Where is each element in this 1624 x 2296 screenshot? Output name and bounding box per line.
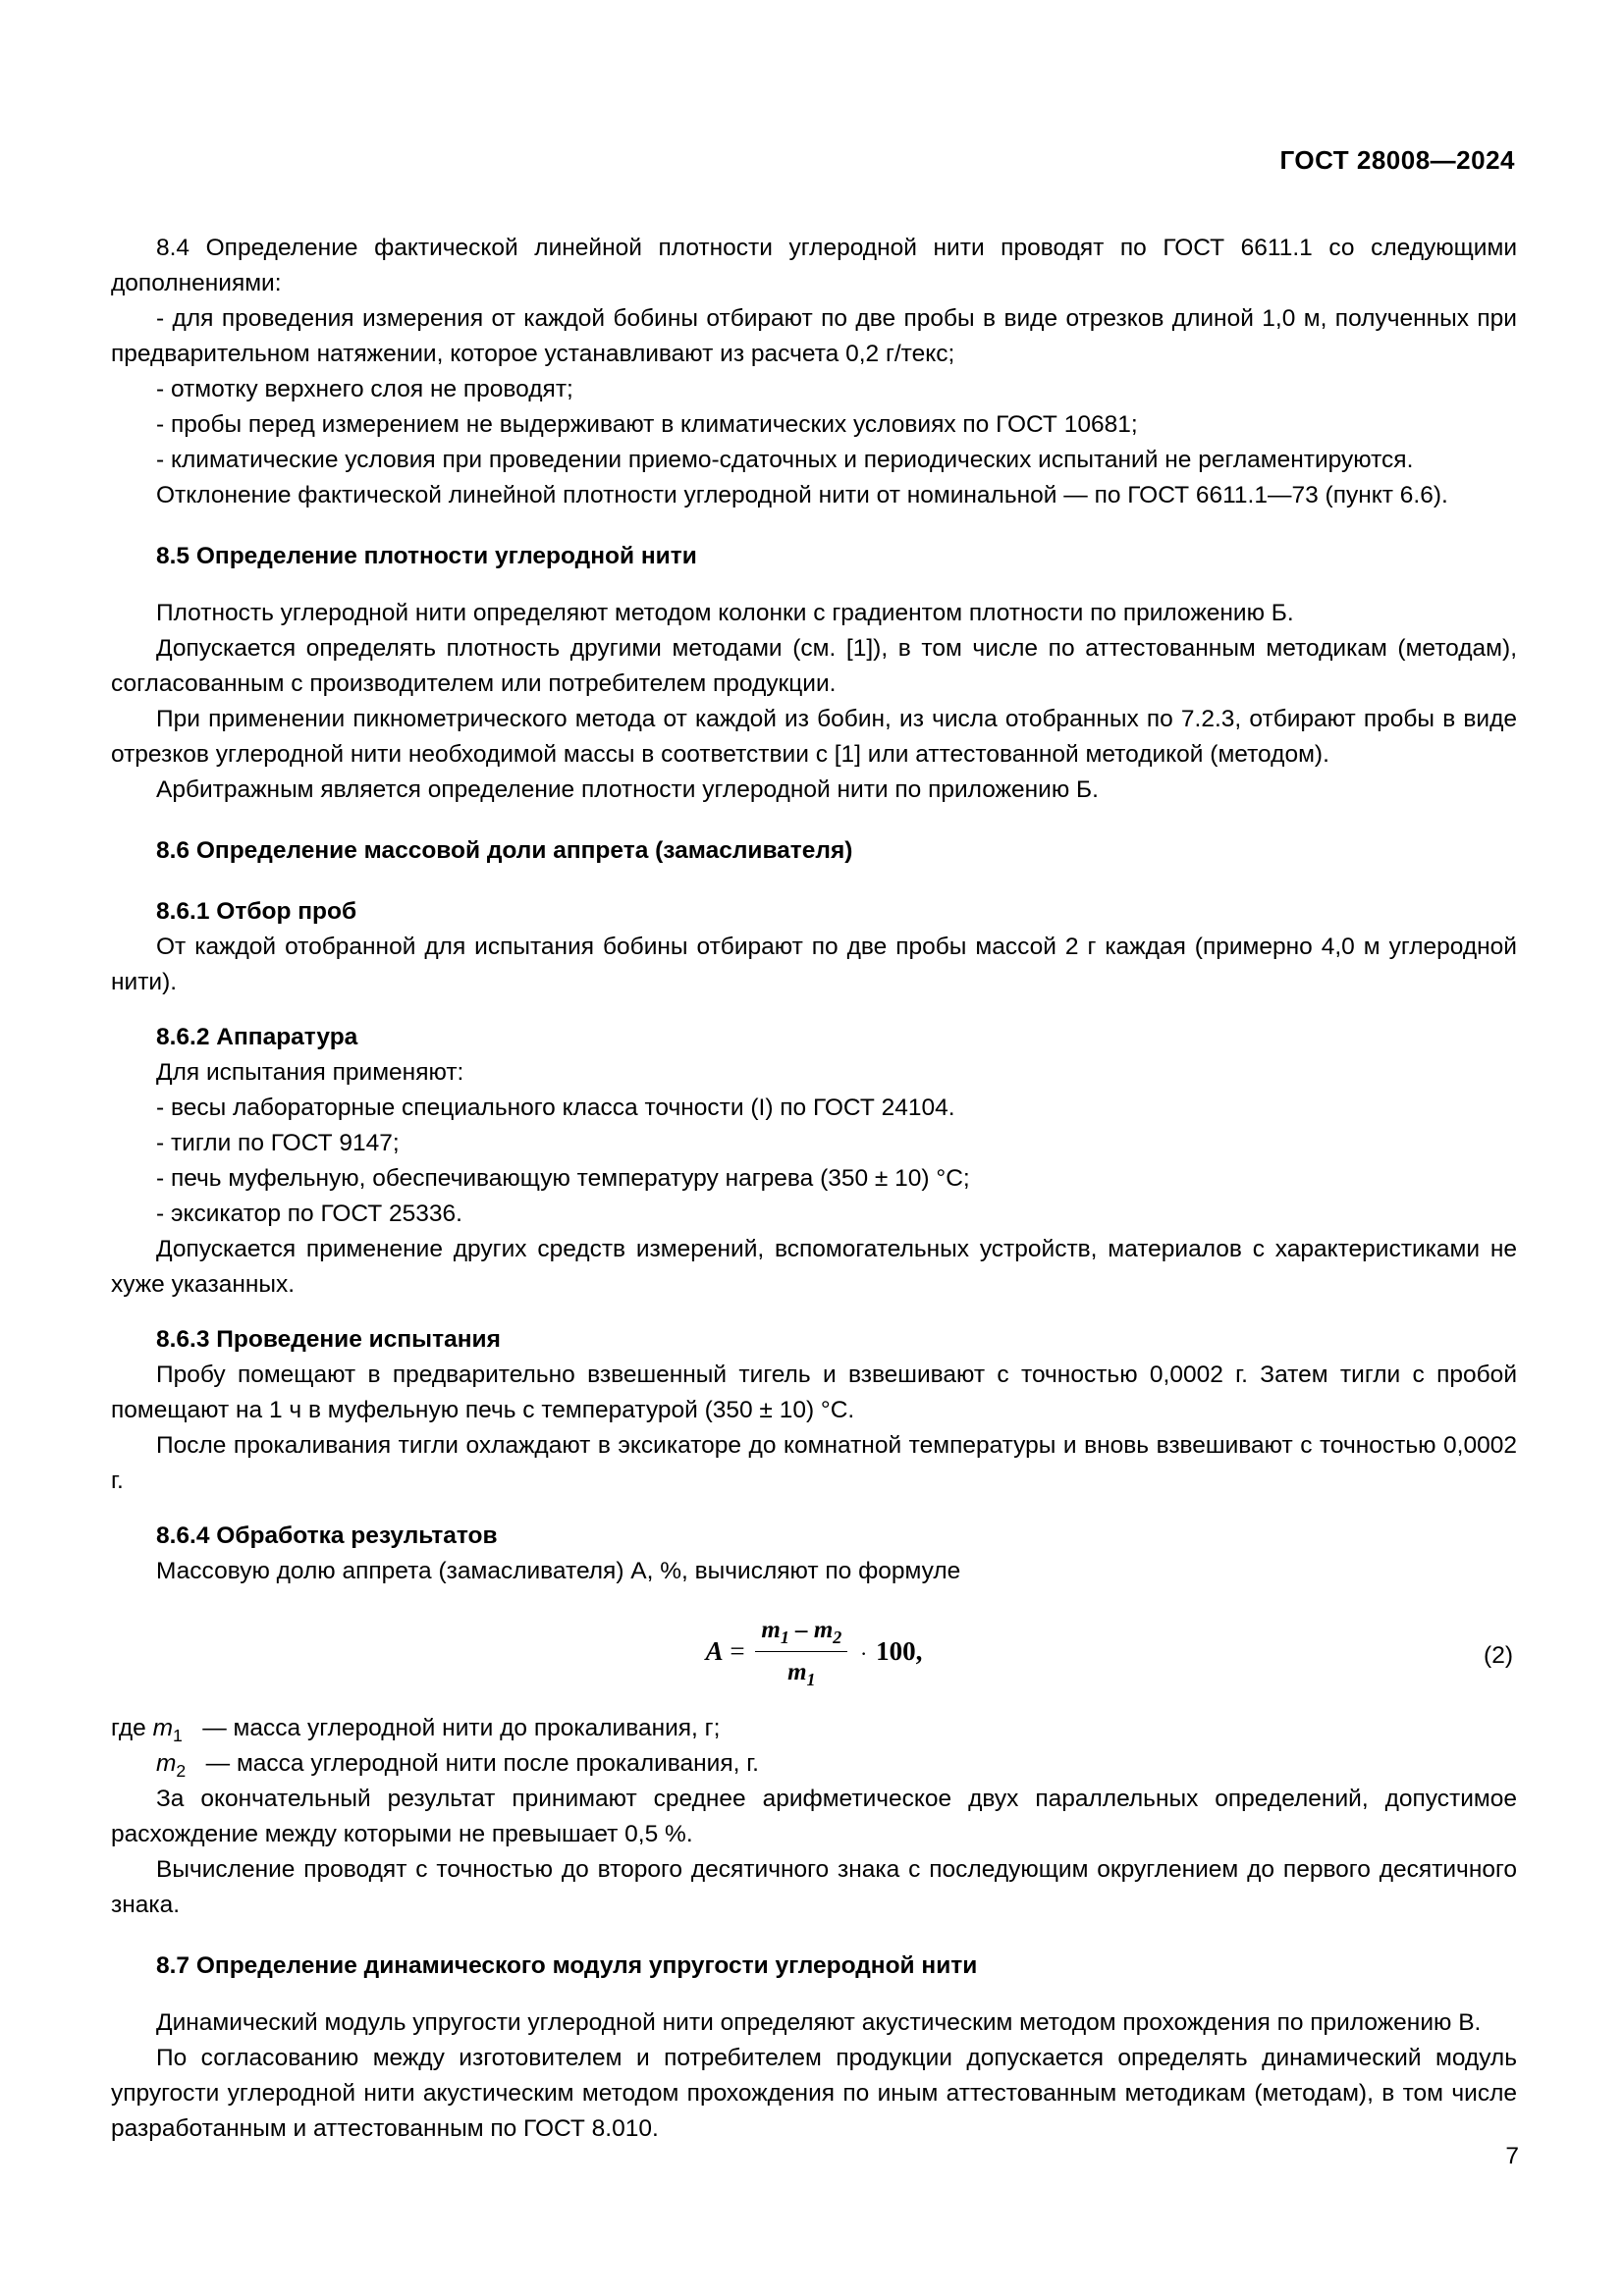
paragraph-8-6-2-intro: Для испытания применяют: xyxy=(156,1059,464,1086)
legend-variable-m1: m xyxy=(152,1715,173,1741)
paragraph-8-5-3: При применении пикнометрического метода от каждой из бобин, из числа отобранных по 7.2.3, отбирают пробы в виде отрезков углеродной нити необходимой массы в соответствии с [1] или аттестованной методикой (методом). xyxy=(111,706,1517,768)
heading-8-6-4: 8.6.4 Обработка результатов xyxy=(156,1522,498,1549)
formula-multiplication-dot: · xyxy=(860,1640,868,1666)
paragraph-8-6-3-1: Пробу помещают в предварительно взвешенный тигель и взвешивают с точностью 0,0002 г. Затем тигли с пробой помещают на 1 ч в муфельную печь с температурой (350 ± 10) °С. xyxy=(111,1362,1517,1423)
paragraph-8-4-intro: 8.4 Определение фактической линейной плотности углеродной нити проводят по ГОСТ 6611.1 со следующими дополнениями: xyxy=(111,235,1517,296)
formula-lhs: A xyxy=(705,1635,724,1666)
bullet-8-6-2-2: - тигли по ГОСТ 9147; xyxy=(156,1130,400,1156)
bullet-8-6-2-1: - весы лабораторные специального класса точности (I) по ГОСТ 24104. xyxy=(156,1095,955,1121)
legend-prefix: где xyxy=(111,1715,146,1741)
heading-8-6: 8.6 Определение массовой доли аппрета (замасливателя) xyxy=(156,837,853,864)
formula-legend-m2: $m_2$ — масса углеродной нити после прокаливания, г. xyxy=(156,1750,759,1781)
paragraph-8-6-3-2: После прокаливания тигли охлаждают в эксикаторе до комнатной температуры и вновь взвешивают с точностью 0,0002 г. xyxy=(111,1432,1517,1494)
paragraph-8-5-4: Арбитражным является определение плотности углеродной нити по приложению Б. xyxy=(156,776,1099,803)
legend-variable-m2: m xyxy=(156,1750,177,1777)
formula-number: (2) xyxy=(1484,1642,1513,1669)
paragraph-8-4-deviation: Отклонение фактической линейной плотности углеродной нити от номинальной — по ГОСТ 6611.1—73 (пункт 6.6). xyxy=(156,482,1448,508)
paragraph-8-6-4-intro: Массовую долю аппрета (замасливателя) A, %, вычисляют по формуле xyxy=(156,1558,961,1584)
heading-8-7: 8.7 Определение динамического модуля упругости углеродной нити xyxy=(156,1952,978,1979)
page-content xyxy=(111,0,1517,2147)
formula-multiplier: 100, xyxy=(876,1635,923,1666)
bullet-8-6-2-3: - печь муфельную, обеспечивающую температуру нагрева (350 ± 10) °С; xyxy=(156,1165,970,1192)
paragraph-8-7-1: Динамический модуль упругости углеродной нити определяют акустическим методом прохождения по приложению В. xyxy=(156,2009,1482,2036)
bullet-8-4-4: - климатические условия при проведении приемо-сдаточных и периодических испытаний не регламентируются. xyxy=(156,447,1414,473)
formula-numerator: $m_1 - m_2$ xyxy=(755,1613,847,1652)
paragraph-8-6-4-result: За окончательный результат принимают среднее арифметическое двух параллельных определений, допустимое расхождение между которыми не превышает 0,5 %. xyxy=(111,1786,1517,1847)
paragraph-8-5-2: Допускается определять плотность другими методами (см. [1]), в том числе по аттестованным методикам (методам), согласованным с производителем или потребителем продукции. xyxy=(111,635,1517,697)
paragraph-8-6-4-rounding: Вычисление проводят с точностью до второго десятичного знака с последующим округлением до первого десятичного знака. xyxy=(111,1856,1517,1918)
heading-8-6-1: 8.6.1 Отбор проб xyxy=(156,898,357,925)
bullet-8-4-2: - отмотку верхнего слоя не проводят; xyxy=(156,376,573,402)
formula-legend-m1: где $m_1$ — масса углеродной нити до прокаливания, г; xyxy=(111,1715,721,1745)
document-body xyxy=(111,231,1517,2147)
legend-text-m2: — масса углеродной нити после прокаливания, г. xyxy=(205,1750,759,1777)
heading-8-5: 8.5 Определение плотности углеродной нити xyxy=(156,543,697,569)
page-number: 7 xyxy=(1505,2143,1519,2169)
bullet-8-4-1: - для проведения измерения от каждой бобины отбирают по две пробы в виде отрезков длиной 1,0 м, полученных при предварительном натяжении, которое устанавливают из расчета 0,2 г/текс; xyxy=(111,305,1517,367)
paragraph-8-6-1-1: От каждой отобранной для испытания бобины отбирают по две пробы массой 2 г каждая (примерно 4,0 м углеродной нити). xyxy=(111,934,1517,995)
formula-fraction xyxy=(755,1613,847,1691)
heading-8-6-3: 8.6.3 Проведение испытания xyxy=(156,1326,501,1353)
paragraph-8-6-2-note: Допускается применение других средств измерений, вспомогательных устройств, материалов с характеристиками не хуже указанных. xyxy=(111,1236,1517,1298)
bullet-8-6-2-4: - эксикатор по ГОСТ 25336. xyxy=(156,1201,462,1227)
paragraph-8-5-1: Плотность углеродной нити определяют методом колонки с градиентом плотности по приложению Б. xyxy=(156,600,1294,626)
bullet-8-4-3: - пробы перед измерением не выдерживают в климатических условиях по ГОСТ 10681; xyxy=(156,411,1138,438)
formula-block-2 xyxy=(111,1615,1517,1691)
formula-denominator: $m_1$ xyxy=(787,1658,816,1689)
formula-mass-fraction xyxy=(111,1615,1517,1693)
legend-text-m1: — масса углеродной нити до прокаливания, г; xyxy=(202,1715,721,1741)
page-header-standard-number: ГОСТ 28008—2024 xyxy=(1279,145,1515,175)
formula-equals: = xyxy=(730,1635,745,1666)
paragraph-8-7-2: По согласованию между изготовителем и потребителем продукции допускается определять динамический модуль упругости углеродной нити акустическим методом прохождения по иным аттестованным методикам (методам), в том числе разработанным и аттестованным по ГОСТ 8.010. xyxy=(111,2045,1517,2142)
heading-8-6-2: 8.6.2 Аппаратура xyxy=(156,1024,358,1050)
